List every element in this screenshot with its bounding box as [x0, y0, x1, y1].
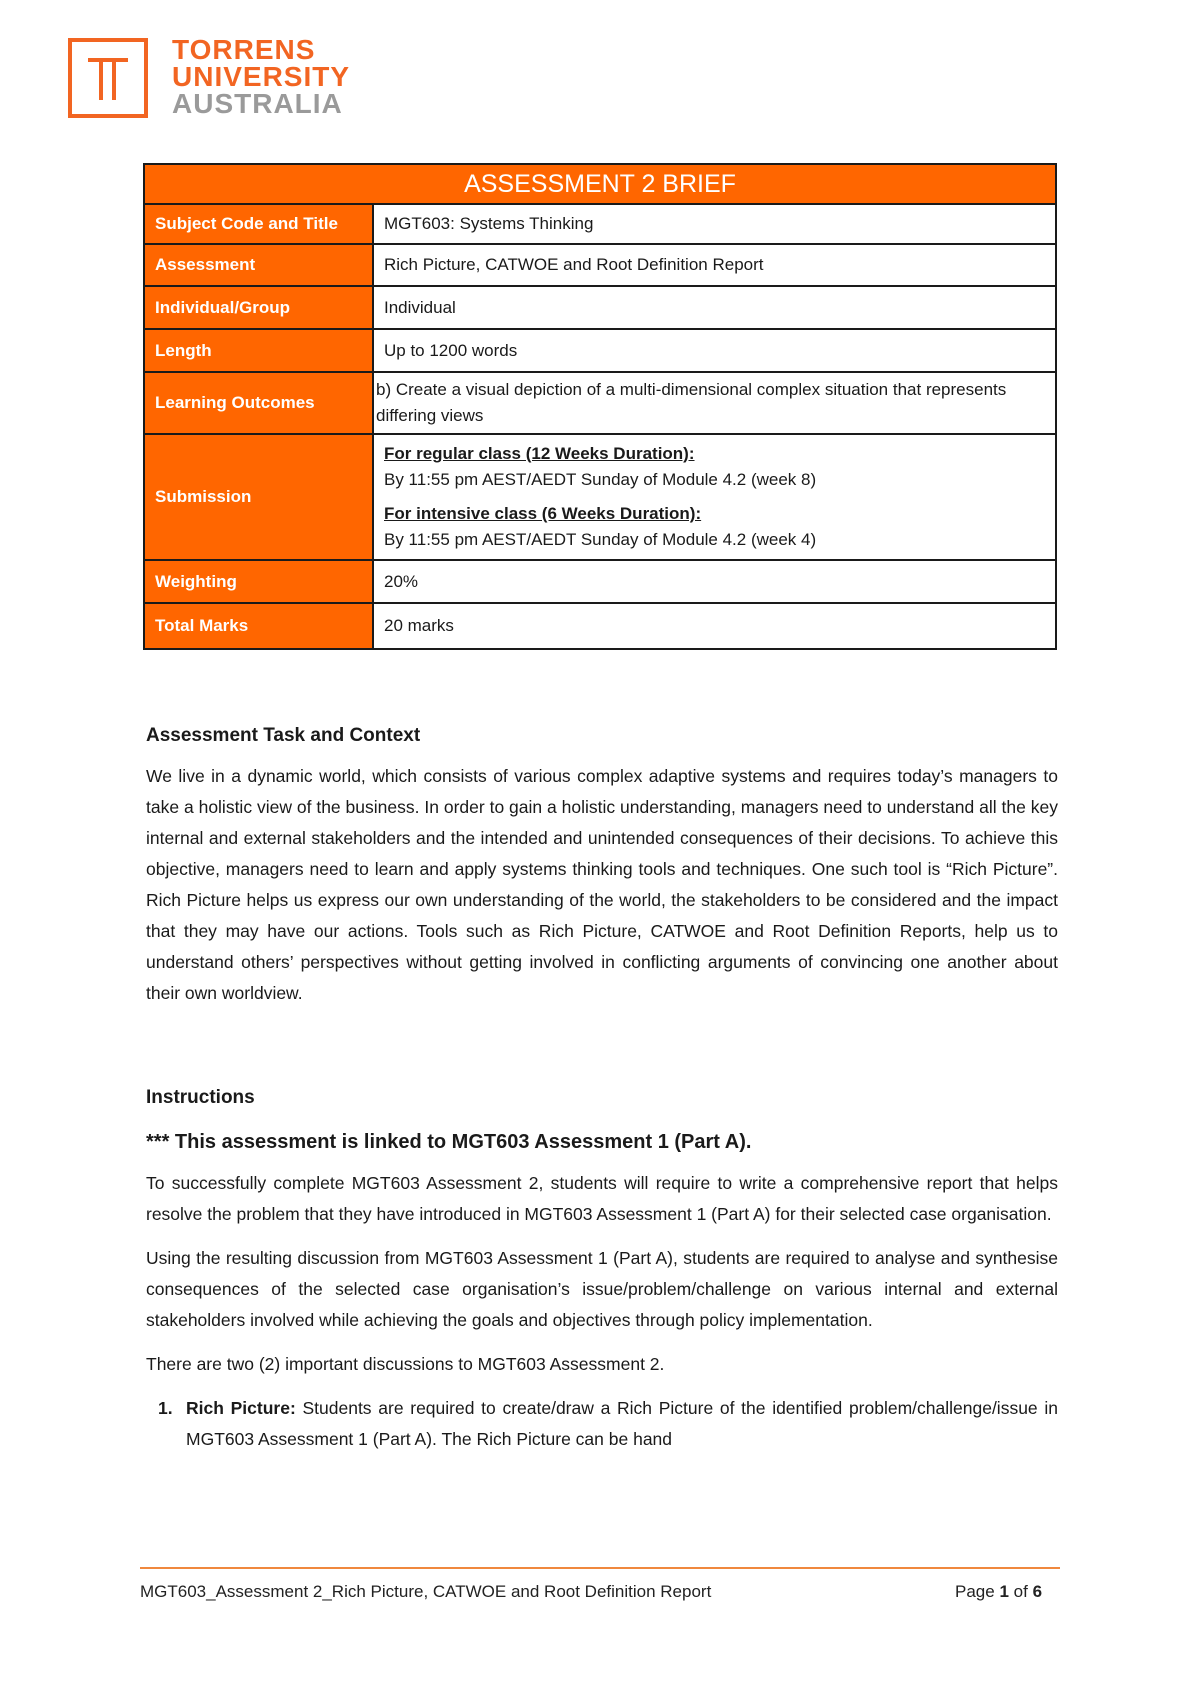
section-heading-instructions: Instructions: [146, 1087, 255, 1108]
row-label-subject: Subject Code and Title: [144, 204, 373, 244]
row-value-learning-outcomes: b) Create a visual depiction of a multi-dimensional complex situation that represents differing views: [373, 372, 1056, 434]
instructions-paragraph-1: To successfully complete MGT603 Assessment 2, students will require to write a comprehensive report that helps resolve the problem that they have introduced in MGT603 Assessment 1 (Part A) for their selected case organisation.: [146, 1173, 1058, 1224]
instructions-paragraph-3: There are two (2) important discussions to MGT603 Assessment 2.: [146, 1354, 665, 1374]
footer-divider: [140, 1567, 1060, 1569]
row-value-submission: [373, 434, 1056, 560]
table-row: [144, 560, 1056, 603]
section-heading-task: Assessment Task and Context: [146, 725, 421, 746]
list-item: [146, 1393, 1058, 1455]
row-label-weighting: Weighting: [144, 560, 373, 603]
list-number: 1.: [158, 1398, 173, 1418]
row-label-assessment: Assessment: [144, 244, 373, 286]
table-row: [144, 329, 1056, 372]
row-label-individual-group: Individual/Group: [144, 286, 373, 329]
table-row: [144, 286, 1056, 329]
intensive-class-heading: For intensive class (6 Weeks Duration):: [384, 504, 702, 523]
logo-mark-icon: [68, 38, 148, 118]
linked-assessment-note: *** This assessment is linked to MGT603 Assessment 1 (Part A).: [146, 1131, 752, 1153]
logo-line-2: UNIVERSITY: [172, 61, 351, 92]
row-value-weighting: 20%: [373, 560, 1056, 603]
instructions-section: [146, 1082, 1058, 1455]
instructions-paragraph-2: Using the resulting discussion from MGT603 Assessment 1 (Part A), students are required to analyse and synthesise consequences of the selected case organisation’s issue/problem/challenge on various internal and external stakeholders involved while achieving the goals and objectives through policy implementation.: [146, 1248, 1058, 1330]
table-row: [144, 244, 1056, 286]
assessment-brief-table: [143, 163, 1057, 650]
row-value-subject: MGT603: Systems Thinking: [373, 204, 1056, 244]
logo-wordmark: [172, 36, 350, 117]
logo-line-3: AUSTRALIA: [172, 88, 343, 119]
brief-title: ASSESSMENT 2 BRIEF: [144, 164, 1056, 204]
list-item-text: Students are required to create/draw a Rich Picture of the identified problem/challenge/issue in MGT603 Assessment 1 (Part A). The Rich Picture can be hand: [186, 1398, 1058, 1449]
regular-class-deadline: By 11:55 pm AEST/AEDT Sunday of Module 4.2 (week 8): [384, 470, 817, 489]
page-label: Page: [955, 1582, 995, 1601]
row-value-length: Up to 1200 words: [373, 329, 1056, 372]
task-section: [146, 720, 1058, 1009]
row-value-assessment: Rich Picture, CATWOE and Root Definition Report: [373, 244, 1056, 286]
brief-title-row: [144, 164, 1056, 204]
list-body: [186, 1393, 1058, 1455]
page-current: 1: [999, 1582, 1009, 1601]
table-row: [144, 204, 1056, 244]
university-logo: [68, 34, 351, 119]
page-number: [955, 1582, 1042, 1602]
page-of: of: [1013, 1582, 1028, 1601]
table-row: [144, 372, 1056, 434]
logo-line-1: TORRENS: [172, 34, 316, 65]
table-row: [144, 434, 1056, 560]
row-value-individual-group: Individual: [373, 286, 1056, 329]
intensive-class-deadline: By 11:55 pm AEST/AEDT Sunday of Module 4.2 (week 4): [384, 530, 817, 549]
task-paragraph: We live in a dynamic world, which consists of various complex adaptive systems and requires today’s managers to take a holistic view of the business. In order to gain a holistic understanding, managers need to understand all the key internal and external stakeholders and the intended and unintended consequences of their decisions. To achieve this objective, managers need to learn and apply systems thinking tools and techniques. One such tool is “Rich Picture”. Rich Picture helps us express our own understanding of the world, the stakeholders to be considered and the impact that they may have our actions. Tools such as Rich Picture, CATWOE and Root Definition Reports, help us to understand others’ perspectives without getting involved in conflicting arguments of convincing one another about their own worldview.: [146, 766, 1058, 1003]
row-label-length: Length: [144, 329, 373, 372]
list-item-title: Rich Picture:: [186, 1398, 296, 1418]
regular-class-heading: For regular class (12 Weeks Duration):: [384, 444, 695, 463]
page-total: 6: [1032, 1582, 1043, 1601]
table-row: [144, 603, 1056, 649]
row-value-total-marks: 20 marks: [373, 603, 1056, 649]
row-label-learning-outcomes: Learning Outcomes: [144, 372, 373, 434]
footer-document-title: MGT603_Assessment 2_Rich Picture, CATWOE and Root Definition Report: [140, 1582, 712, 1601]
row-label-submission: Submission: [144, 434, 373, 560]
row-label-total-marks: Total Marks: [144, 603, 373, 649]
